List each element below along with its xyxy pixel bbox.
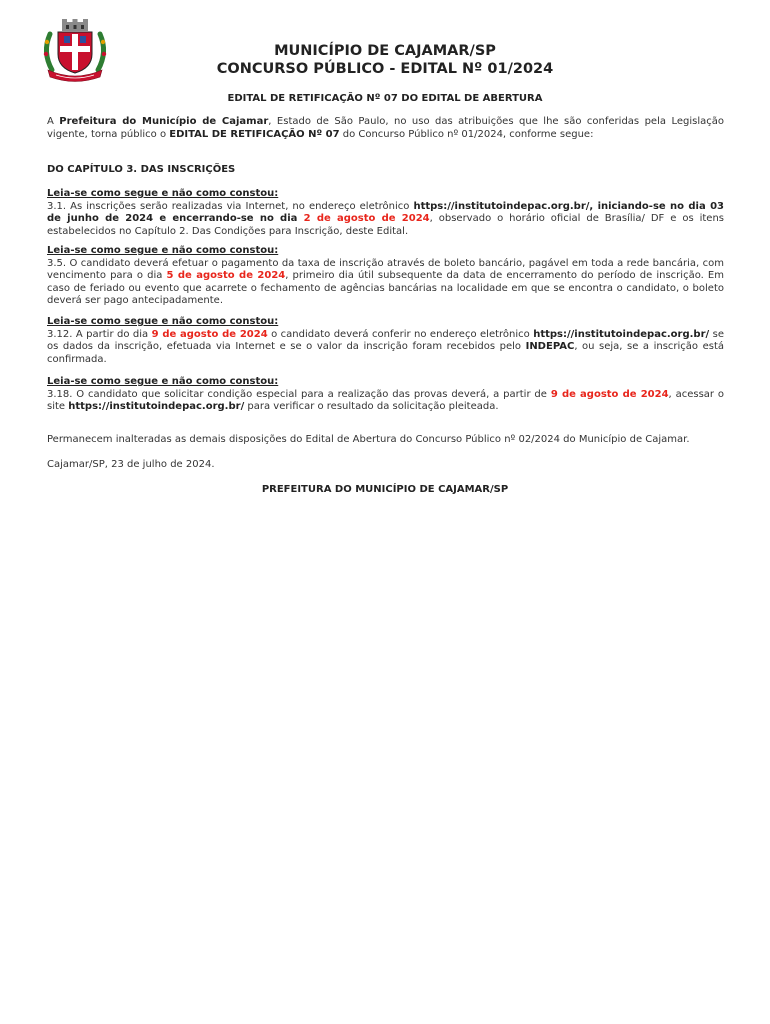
chapter-heading: DO CAPÍTULO 3. DAS INSCRIÇÕES xyxy=(47,164,236,175)
item-3-18 xyxy=(47,376,724,414)
highlight-date: 9 de agosto de 2024 xyxy=(550,388,669,400)
municipality-title: MUNICÍPIO DE CAJAMAR/SP xyxy=(274,43,496,59)
item-bold-part: https://institutoindepac.org.br/, iniciando-se no dia 03 de junho de 2024 e encerrando-se no dia xyxy=(47,200,725,225)
item-text xyxy=(47,389,724,414)
url-link: https://institutoindepac.org.br/ xyxy=(533,328,710,340)
highlight-date: 9 de agosto de 2024 xyxy=(151,328,268,340)
indepac-name: INDEPAC xyxy=(525,341,575,353)
item-text-part: 3.12. A partir do dia xyxy=(47,328,152,340)
item-3-1 xyxy=(47,188,724,238)
edital-reference: EDITAL DE RETIFICAÇÃO Nº 07 xyxy=(169,128,340,140)
item-text-part: , ou seja, se a inscrição está confirmada. xyxy=(47,341,724,365)
intro-paragraph xyxy=(47,116,724,141)
item-text xyxy=(47,258,724,308)
rectification-subtitle: EDITAL DE RETIFICAÇÃO Nº 07 DO EDITAL DE ABERTURA xyxy=(227,93,543,104)
item-text-part: para verificar o resultado da solicitação pleiteada. xyxy=(244,401,499,413)
intro-text: A xyxy=(47,116,60,127)
item-text-part: , primeiro dia útil subsequente da data de encerramento do período de inscrição. Em caso de feriado ou evento que acarrete o fechamento de agências bancárias na localidade em que se encontra o candidato, o boleto deverá ser pago antecipadamente. xyxy=(47,270,724,307)
item-text xyxy=(47,201,724,239)
highlight-date: 2 de agosto de 2024 xyxy=(303,213,430,225)
item-3-5 xyxy=(47,245,724,308)
document-date: Cajamar/SP, 23 de julho de 2024. xyxy=(47,459,215,470)
item-text xyxy=(47,329,724,367)
item-text-part: se os dados da inscrição, efetuada via Internet e se o valor da inscrição foram recebidos pelo xyxy=(47,328,724,353)
item-text-part: o candidato deverá conferir no endereço eletrônico xyxy=(267,328,534,340)
signature: PREFEITURA DO MUNICÍPIO DE CAJAMAR/SP xyxy=(261,484,509,495)
item-text-part: , observado o horário oficial de Brasília/ DF e os itens estabelecidos no Capítulo 2. Das Condições para Inscrição, deste Edital. xyxy=(47,213,724,237)
prefeitura-name: Prefeitura do Município de Cajamar xyxy=(59,116,269,127)
item-text-part: 3.18. O candidato que solicitar condição especial para a realização das provas deverá, a partir de xyxy=(47,388,551,400)
lead-label: Leia-se como segue e não como constou: xyxy=(47,316,279,327)
lead-label: Leia-se como segue e não como constou: xyxy=(47,376,279,387)
item-text-part: 3.1. As inscrições serão realizadas via Internet, no endereço eletrônico xyxy=(47,200,414,212)
item-3-12 xyxy=(47,316,724,366)
closing-paragraph: Permanecem inalteradas as demais disposições do Edital de Abertura do Concurso Público nº 02/2024 do Município de Cajamar. xyxy=(47,434,690,445)
url-link: https://institutoindepac.org.br/ xyxy=(68,401,245,413)
highlight-date: 5 de agosto de 2024 xyxy=(166,270,286,282)
lead-label: Leia-se como segue e não como constou: xyxy=(47,188,279,199)
item-text-part: 3.5. O candidato deverá efetuar o pagamento da taxa de inscrição através de boleto bancário, pagável em toda a rede bancária, com vencimento para o dia xyxy=(47,257,724,282)
document-header xyxy=(0,42,770,78)
intro-text: do Concurso Público nº 01/2024, conforme segue: xyxy=(339,128,594,140)
contest-title: CONCURSO PÚBLICO - EDITAL Nº 01/2024 xyxy=(216,61,554,77)
lead-label: Leia-se como segue e não como constou: xyxy=(47,245,279,256)
intro-text: , Estado de São Paulo, no uso das atribuições que lhe são conferidas pela Legislação vigente, torna público o xyxy=(47,116,724,140)
item-text-part: , acessar o site xyxy=(47,388,725,413)
